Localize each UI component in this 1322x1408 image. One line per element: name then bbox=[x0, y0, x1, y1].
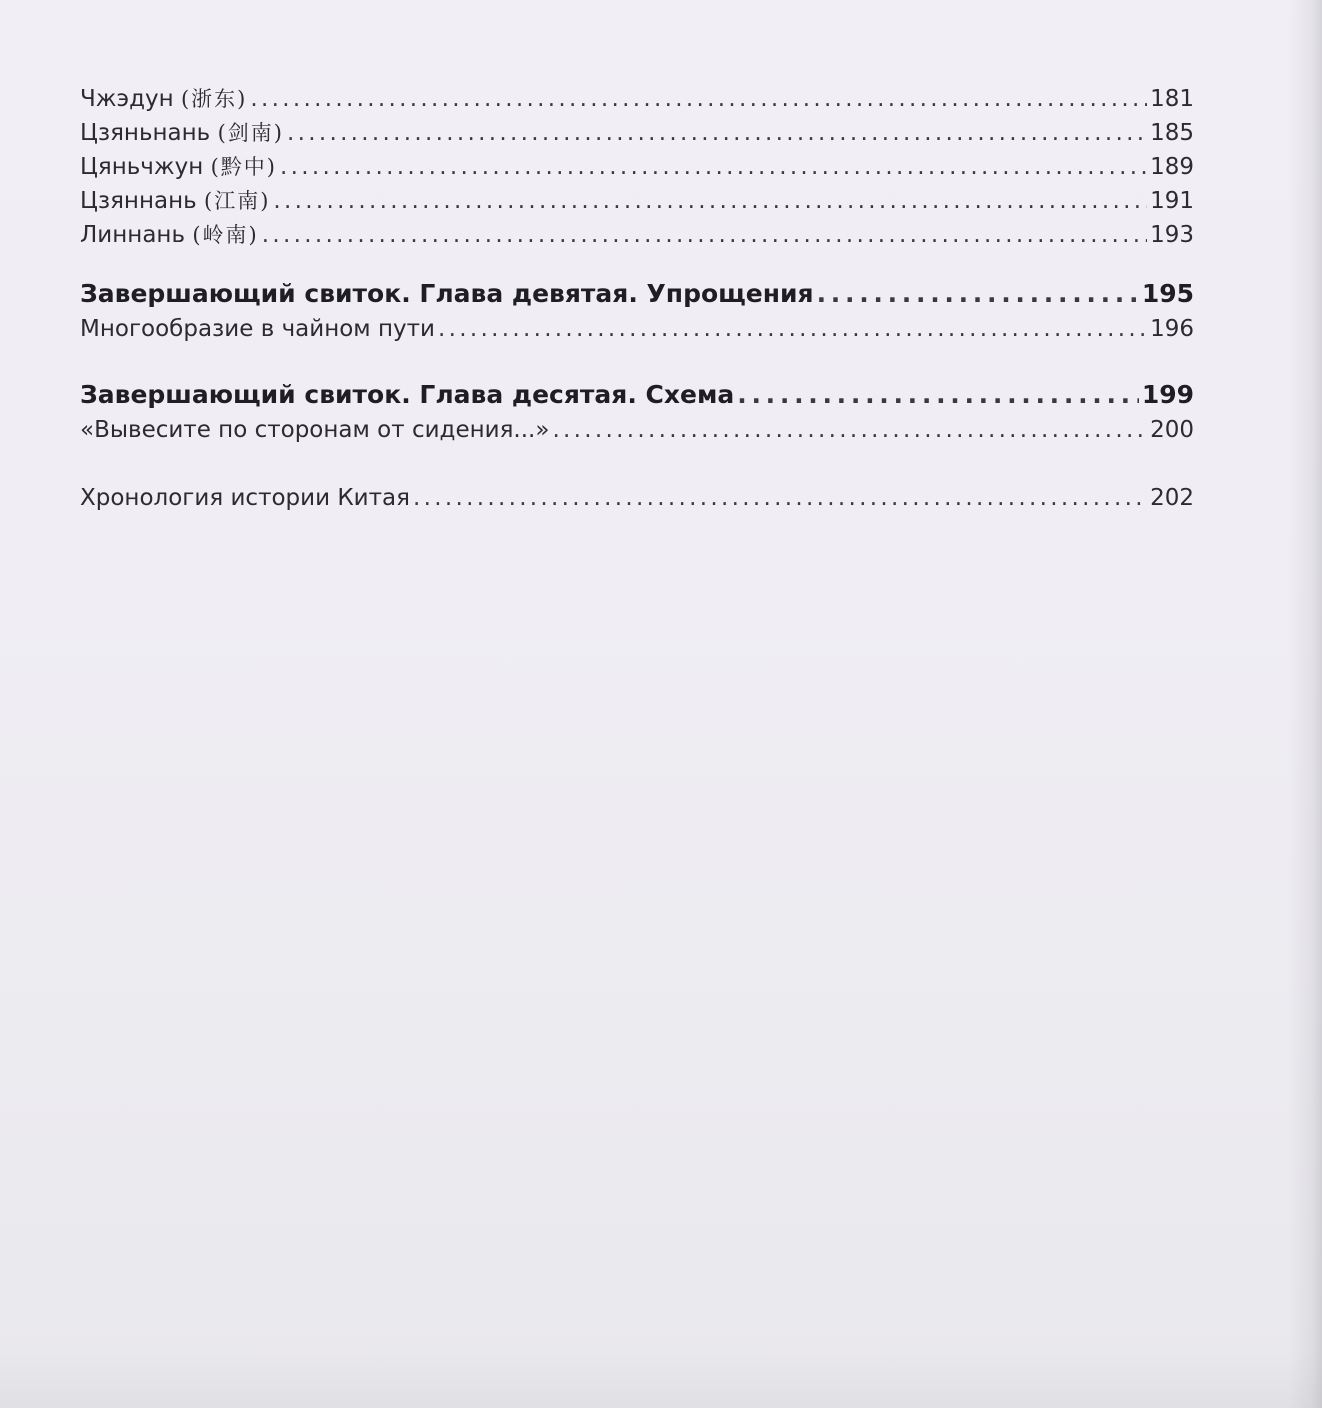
toc-chapter-page: 195 bbox=[1141, 279, 1194, 308]
toc-entry-diversity[interactable] bbox=[80, 312, 1194, 346]
toc-entry-chronology[interactable] bbox=[80, 481, 1194, 515]
section-gap bbox=[80, 346, 1194, 377]
toc-entry-page: 181 bbox=[1150, 86, 1194, 112]
toc-entry-title: Чжэдун (浙东) bbox=[80, 86, 248, 112]
dot-leader bbox=[280, 150, 1147, 184]
toc-entry-title: Линнань (岭南) bbox=[80, 222, 259, 248]
table-of-contents bbox=[80, 82, 1194, 515]
dot-leader bbox=[273, 184, 1147, 218]
dot-leader bbox=[287, 116, 1147, 150]
toc-entry-lingnan[interactable] bbox=[80, 218, 1194, 252]
toc-entry-title: Цяньчжун (黔中) bbox=[80, 154, 277, 180]
toc-chapter-9[interactable] bbox=[80, 276, 1194, 312]
toc-entry-title: Многообразие в чайном пути bbox=[80, 316, 435, 342]
dot-leader bbox=[552, 413, 1147, 447]
dot-leader bbox=[262, 218, 1147, 252]
toc-entry-page: 185 bbox=[1150, 120, 1194, 146]
dot-leader bbox=[250, 82, 1147, 116]
toc-entry-page: 189 bbox=[1150, 154, 1194, 180]
page-bottom-shade bbox=[0, 1348, 1322, 1408]
toc-entry-jiannan[interactable] bbox=[80, 116, 1194, 150]
toc-entry-hanzi: (剑南) bbox=[217, 121, 284, 145]
toc-chapter-title: Завершающий свиток. Глава девятая. Упрощения bbox=[80, 279, 814, 308]
section-gap bbox=[80, 252, 1194, 276]
toc-entry-hanzi: (江南) bbox=[204, 189, 271, 213]
toc-entry-hanzi: (黔中) bbox=[210, 155, 277, 179]
toc-entry-page: 200 bbox=[1150, 417, 1194, 443]
toc-chapter-10[interactable] bbox=[80, 377, 1194, 413]
dot-leader bbox=[413, 481, 1147, 515]
section-gap bbox=[80, 447, 1194, 481]
toc-entry-title: Хронология истории Китая bbox=[80, 485, 410, 511]
dot-leader bbox=[438, 312, 1147, 346]
toc-chapter-page: 199 bbox=[1141, 380, 1194, 409]
toc-entry-hanzi: (浙东) bbox=[180, 87, 248, 111]
toc-entry-zhedong[interactable] bbox=[80, 82, 1194, 116]
toc-entry-hang-out[interactable] bbox=[80, 413, 1194, 447]
toc-entry-qianzhong[interactable] bbox=[80, 150, 1194, 184]
toc-entry-page: 193 bbox=[1150, 222, 1194, 248]
toc-entry-page: 196 bbox=[1150, 316, 1194, 342]
toc-chapter-title: Завершающий свиток. Глава десятая. Схема bbox=[80, 380, 735, 409]
toc-entry-page: 202 bbox=[1150, 485, 1194, 511]
toc-entry-jiangnan[interactable] bbox=[80, 184, 1194, 218]
toc-entry-title: Цзяньнань (剑南) bbox=[80, 120, 284, 146]
toc-entry-title: Цзяннань (江南) bbox=[80, 188, 271, 214]
dot-leader bbox=[737, 377, 1139, 413]
page-edge-shadow bbox=[1288, 0, 1322, 1408]
toc-entry-title: «Вывесите по сторонам от сидения...» bbox=[80, 417, 550, 443]
toc-entry-hanzi: (岭南) bbox=[192, 223, 259, 247]
toc-entry-page: 191 bbox=[1150, 188, 1194, 214]
dot-leader bbox=[817, 276, 1139, 312]
